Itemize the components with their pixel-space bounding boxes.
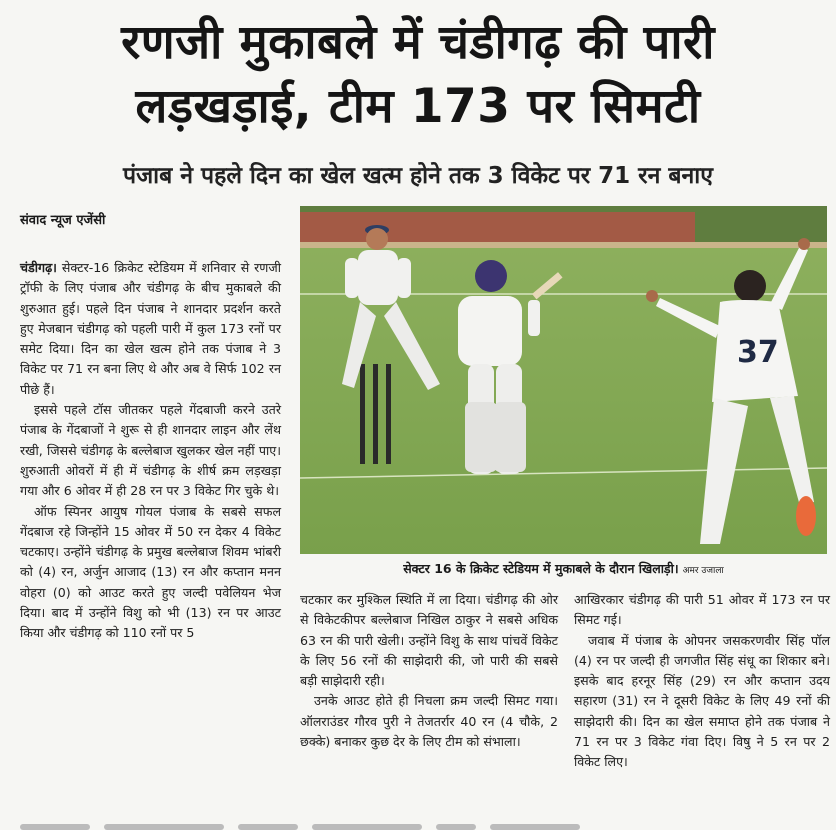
photo-illustration (300, 206, 827, 554)
headline-line-2: लड़खड़ाई, टीम 173 पर सिमटी (135, 79, 701, 134)
article-paragraph-6: आखिरकार चंडीगढ़ की पारी 51 ओवर में 173 रन पर सिमट गई। (574, 592, 830, 628)
article-paragraph-1 (20, 258, 281, 400)
caption-text: सेक्टर 16 के क्रिकेट स्टेडियम में मुकाबले के दौरान खिलाड़ी। (403, 561, 679, 576)
article-column-2 (300, 590, 558, 752)
stumps (360, 364, 391, 464)
subheadline: पंजाब ने पहले दिन का खेल खत्म होने तक 3 विकेट पर 71 रन बनाए (123, 163, 713, 189)
photo-caption (300, 556, 827, 582)
match-photo (300, 206, 827, 554)
stand-wall (300, 212, 695, 242)
article-column-3 (574, 590, 830, 773)
paragraph-1-text: सेक्टर-16 क्रिकेट स्टेडियम में शनिवार से रणजी ट्रॉफी के लिए पंजाब और चंडीगढ़ के बीच मुकाबले की शुरुआत हुई। पहले दिन पंजाब ने शानदार प्रदर्शन करते हुए मेजबान चंडीगढ़ को पहली पारी में कुल 173 रनों पर समेट दिया। दिन का खेल खत्म होने तक पंजाब ने 3 विकेट पर 71 रन बना लिए थे और अब वे सिर्फ 102 रन पीछे हैं। (20, 260, 281, 397)
next-article-cutoff (20, 818, 820, 830)
article-paragraph-2: इससे पहले टॉस जीतकर पहले गेंदबाजी करने उतरे पंजाब के गेंदबाजों ने शुरू से ही शानदार लाइन और लेंथ रखी, जिससे चंडीगढ़ के बल्लेबाज खुलकर खेल नहीं पाए। शुरुआती ओवरों में ही में चंडीगढ़ के शीर्ष क्रम लड़खड़ा गया और 6 ओवर में ही 28 रन पर 3 विकेट गिर चुके थे। (20, 402, 281, 499)
article-column-1 (20, 258, 281, 644)
jersey-number: 37 (737, 335, 779, 370)
article-paragraph-3: ऑफ स्पिनर आयुष गोयल पंजाब के सबसे सफल गेंदबाज रहे जिन्होंने 15 ओवर में 50 रन देकर 4 विकेट चटकाए। उन्होंने चंडीगढ़ के प्रमुख बल्लेबाज शिवम भांबरी को (4) रन, अर्जुन आजाद (13) रन और कप्तान मनन वोहरा (0) को आउट करते हुए जल्दी पवेलियन भेज दिया। बाद में उन्होंने विशु को भी (13) रन पर आउट किया और चंडीगढ़ को 110 रनों पर 5 (20, 503, 281, 641)
article-paragraph-4: चटकार कर मुश्किल स्थिति में ला दिया। चंडीगढ़ की ओर से विकेटकीपर बल्लेबाज निखिल ठाकुर ने सबसे अधिक 63 रन की पारी खेली। उन्होंने विशु के साथ पांचवें विकेट के लिए 56 रनों की साझेदारी की, जो पारी की सबसे बड़ी साझेदारी रही। (300, 592, 558, 689)
photo-credit: अमर उजाला (682, 566, 724, 576)
byline: संवाद न्यूज एजेंसी (20, 213, 106, 228)
dateline: चंडीगढ़। (20, 260, 57, 275)
article-paragraph-7: जवाब में पंजाब के ओपनर जसकरणवीर सिंह पॉल (4) रन पर जल्दी ही जगजीत सिंह संधू का शिकार बने। इसके बाद हरनूर सिंह (29) रन और कप्तान उदय सहारण (31) रन ने दूसरी विकेट के लिए 49 रनों की साझेदारी की। दिन का खेल समाप्त होने तक पंजाब ने 71 रन पर 3 विकेट गंवा दिए। विषु ने 5 रन पर 2 विकेट लिए। (574, 632, 830, 770)
article-paragraph-5: उनके आउट होते ही निचला क्रम जल्दी सिमट गया। ऑलराउंडर गौरव पुरी ने तेजतर्रार 40 रन (4 चौके, 2 छक्के) बनाकर कुछ देर के लिए टीम को संभाला। (300, 693, 558, 750)
headline-line-1: रणजी मुकाबले में चंडीगढ़ की पारी (121, 15, 715, 70)
